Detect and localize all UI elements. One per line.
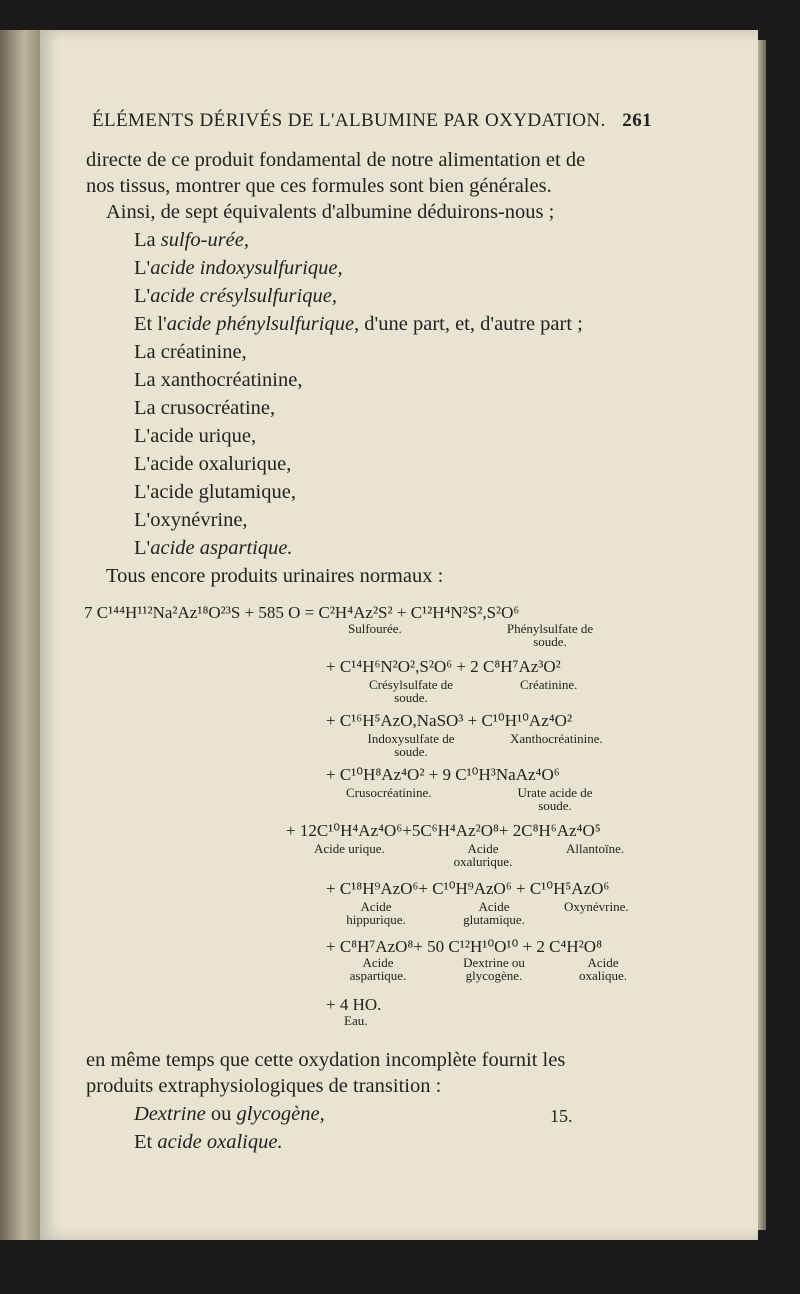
text-line: Ainsi, de sept équivalents d'albumine déduirons-nous ; xyxy=(106,201,555,223)
equation-line: + C¹⁴H⁶N²O²,S²O⁶ + 2 C⁸H⁷Az³O² xyxy=(326,657,561,676)
text-line: en même temps que cette oxydation incomplète fournit les xyxy=(86,1049,566,1071)
list-item: L'acide urique, xyxy=(134,425,257,447)
page-edge xyxy=(758,40,766,1230)
formula-label: Acide urique. xyxy=(314,841,385,856)
list-item: Dextrine ou glycogène, xyxy=(134,1103,325,1125)
formula-label: Crusocréatinine. xyxy=(346,785,432,800)
equation-line: + C¹⁸H⁹AzO⁶+ C¹⁰H⁹AzO⁶ + C¹⁰H⁵AzO⁶ xyxy=(326,879,610,898)
list-item: L'acide oxalurique, xyxy=(134,453,292,475)
page-number: 261 xyxy=(622,110,652,131)
book-gutter xyxy=(0,30,40,1240)
formula-label: Indoxysulfate de soude. xyxy=(367,731,455,759)
header-title: ÉLÉMENTS DÉRIVÉS DE L'ALBUMINE PAR OXYDATION. xyxy=(92,110,606,131)
equation-line: 7 C¹⁴⁴H¹¹²Na²Az¹⁸O²³S + 585 O = C²H⁴Az²S² + C¹²H⁴N²S²,S²O⁶ xyxy=(84,603,520,622)
list-item: Et acide oxalique. xyxy=(134,1131,283,1153)
list-item: L'oxynévrine, xyxy=(134,509,248,531)
formula-label: Oxynévrine. xyxy=(564,899,629,914)
equation-line: + C¹⁶H⁵AzO,NaSO³ + C¹⁰H¹⁰Az⁴O² xyxy=(326,711,573,730)
formula-label: Xanthocréatinine. xyxy=(510,731,603,746)
formula-label: Sulfourée. xyxy=(348,621,402,636)
formula-label: Phénylsulfate de soude. xyxy=(506,621,594,649)
equation-line: + C⁸H⁷AzO⁸+ 50 C¹²H¹⁰O¹⁰ + 2 C⁴H²O⁸ xyxy=(326,937,603,956)
list-item: L'acide glutamique, xyxy=(134,481,296,503)
list-item: La xanthocréatinine, xyxy=(134,369,303,391)
list-item: L'acide aspartique. xyxy=(134,537,293,559)
formula-label: Acide glutamique. xyxy=(463,899,525,927)
formula-label: Eau. xyxy=(344,1013,368,1028)
list-item: La créatinine, xyxy=(134,341,247,363)
formula-label: Acide hippurique. xyxy=(346,899,406,927)
equation-line: + 12C¹⁰H⁴Az⁴O⁶+5C⁶H⁴Az²O⁸+ 2C⁸H⁶Az⁴O⁵ xyxy=(286,821,601,840)
list-item: L'acide crésylsulfurique, xyxy=(134,285,337,307)
equation-line: + 4 HO. xyxy=(326,995,382,1014)
signature-mark: 15. xyxy=(550,1106,573,1126)
running-header xyxy=(92,110,652,132)
equation-line: + C¹⁰H⁸Az⁴O² + 9 C¹⁰H³NaAz⁴O⁶ xyxy=(326,765,560,784)
text-line: Tous encore produits urinaires normaux : xyxy=(106,565,444,587)
formula-label: Acide oxalurique. xyxy=(453,841,513,869)
text-line: produits extraphysiologiques de transition : xyxy=(86,1075,442,1097)
list-item: La sulfo-urée, xyxy=(134,229,249,251)
text-line: nos tissus, montrer que ces formules sont bien générales. xyxy=(86,175,552,197)
formula-label: Acide oxalique. xyxy=(578,955,627,983)
list-item: La crusocréatine, xyxy=(134,397,276,419)
formula-label: Urate acide de soude. xyxy=(517,785,593,813)
list-item: Et l'acide phénylsulfurique, d'une part, et, d'autre part ; xyxy=(134,313,583,335)
text-line: directe de ce produit fondamental de notre alimentation et de xyxy=(86,149,586,171)
formula-label: Crésylsulfate de soude. xyxy=(368,677,454,705)
list-item: L'acide indoxysulfurique, xyxy=(134,257,343,279)
formula-label: Créatinine. xyxy=(520,677,578,692)
formula-label: Dextrine ou glycogène. xyxy=(463,955,525,983)
formula-label: Allantoïne. xyxy=(566,841,625,856)
formula-label: Acide aspartique. xyxy=(349,955,407,983)
